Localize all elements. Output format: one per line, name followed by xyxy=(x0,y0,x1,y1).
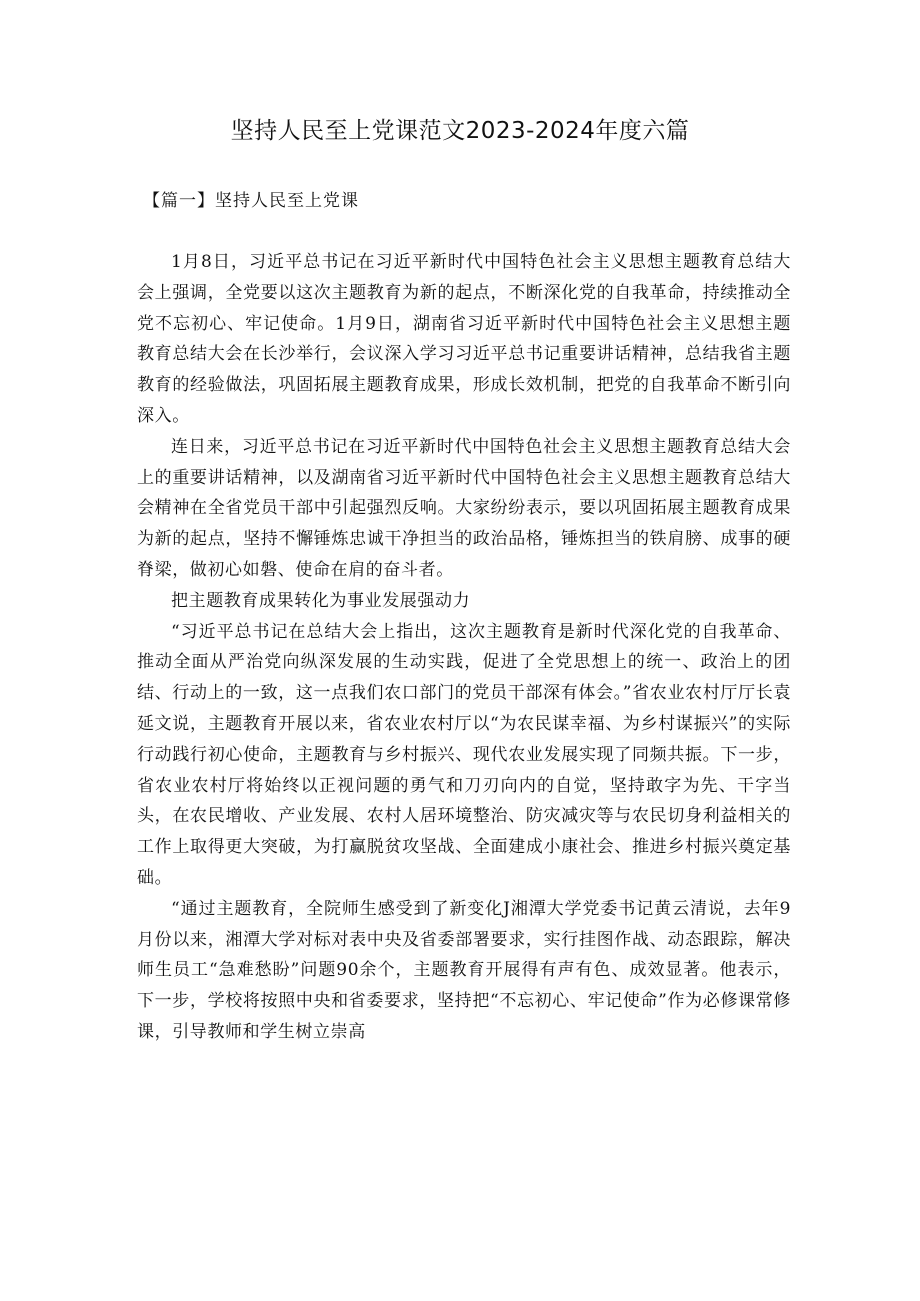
document-title: 坚持人民至上党课范文2023-2024年度六篇 xyxy=(230,118,690,144)
body-paragraph: “习近平总书记在总结大会上指出，这次主题教育是新时代深化党的自我革命、推动全面从严治党向纵深发展的生动实践，促进了全党思想上的统一、政治上的团结、行动上的一致，这一点我们农口部门的党员干部深有体会。”省农业农村厅厅长袁延文说，主题教育开展以来，省农业农村厅以“为农民谋幸福、为乡村谋振兴”的实际行动践行初心使命，主题教育与乡村振兴、现代农业发展实现了同频共振。下一步，省农业农村厅将始终以正视问题的勇气和刀刃向内的自觉，坚持敢字为先、干字当头，在农民增收、产业发展、农村人居环境整治、防灾减灾等与农民切身利益相关的工作上取得更大突破，为打赢脱贫攻坚战、全面建成小康社会、推进乡村振兴奠定基础。 xyxy=(137,621,791,888)
section-heading: 【篇一】坚持人民至上党课 xyxy=(143,191,359,211)
sub-heading: 把主题教育成果转化为事业发展强动力 xyxy=(171,590,471,611)
body-paragraph: “通过主题教育，全院师生感受到了新变化J湘潭大学党委书记黄云清说，去年9月份以来，湘潭大学对标对表中央及省委部署要求，实行挂图作战、动态跟踪，解决师生员工“急难愁盼”问题90余个，主题教育开展得有声有色、成效显著。他表示，下一步，学校将按照中央和省委要求，坚持把“不忘初心、牢记使命”作为必修课常修课，引导教师和学生树立崇高 xyxy=(137,898,791,1042)
body-paragraph: 1月8日，习近平总书记在习近平新时代中国特色社会主义思想主题教育总结大会上强调，全党要以这次主题教育为新的起点，不断深化党的自我革命，持续推动全党不忘初心、牢记使命。1月9日，湖南省习近平新时代中国特色社会主义思想主题教育总结大会在长沙举行，会议深入学习习近平总书记重要讲话精神，总结我省主题教育的经验做法，巩固拓展主题教育成果，形成长效机制，把党的自我革命不断引向深入。 xyxy=(137,252,791,426)
body-paragraph: 连日来，习近平总书记在习近平新时代中国特色社会主义思想主题教育总结大会上的重要讲话精神，以及湖南省习近平新时代中国特色社会主义思想主题教育总结大会精神在全省党员干部中引起强烈反响。大家纷纷表示，要以巩固拓展主题教育成果为新的起点，坚持不懈锤炼忠诚干净担当的政治品格，锤炼担当的铁肩膀、成事的硬脊梁，做初心如磐、使命在肩的奋斗者。 xyxy=(137,436,791,580)
document-body xyxy=(137,247,791,1048)
